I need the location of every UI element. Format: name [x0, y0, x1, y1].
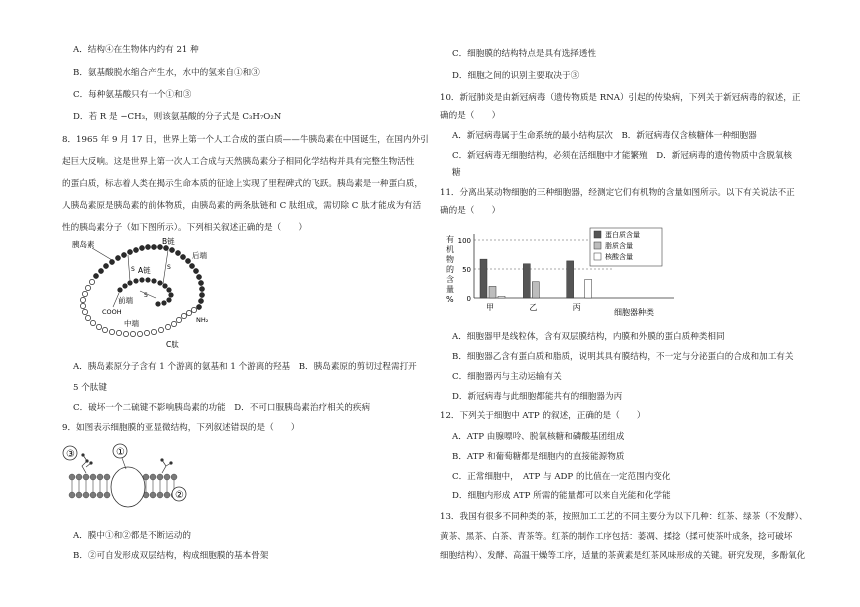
chart-y-label-1: 有 — [446, 235, 454, 244]
front-end-label: 前端 — [118, 296, 133, 305]
membrane-protein — [111, 467, 145, 507]
q12-option-b: B．ATP 和葡萄糖都是细胞内的直接能源物质 — [452, 452, 625, 462]
q10-stem-2: 确的是（ ） — [440, 111, 501, 121]
q12-option-c: C．正常细胞中， ATP 与 ADP 的比值在一定范围内变化 — [452, 472, 671, 482]
chart-y-label-4: 的 — [446, 265, 454, 274]
q9-option-b: B．②可自发形成双层结构，构成细胞膜的基本骨架 — [73, 551, 269, 561]
q10-option-cd: C．新冠病毒无细胞结构，必须在活细胞中才能繁殖 D．新冠病毒的遗传物质中含脱氧核 — [452, 151, 793, 161]
chart-y-label-6: 量 — [446, 285, 454, 294]
q7-option-c: C．每种氨基酸只有一个①和③ — [73, 90, 192, 100]
chart-bar — [498, 296, 505, 298]
chart-bar — [567, 261, 574, 298]
q8-stem-4: 人胰岛素原是胰岛素的前体物质，由胰岛素的两条肽链和 C 肽组成，需切除 C 肽才能成为有活 — [62, 201, 422, 211]
q8-stem-1: 8．1965 年 9 月 17 日，世界上第一个人工合成的蛋白质——牛胰岛素在中国诞生，在国内外引 — [62, 135, 429, 145]
nh2-label: NH₂ — [196, 316, 209, 324]
q9-stem: 9．如图表示细胞膜的亚显微结构，下列叙述错误的是（ ） — [62, 423, 300, 433]
b-chain-label: B链 — [162, 237, 175, 246]
chart-legend-swatch — [594, 242, 601, 249]
back-end-label: 后端 — [192, 251, 207, 260]
chart-y-label-2: 机 — [446, 245, 454, 254]
q11-option-a: A．细胞器甲是线粒体，含有双层膜结构，内膜和外膜的蛋白质种类相同 — [452, 332, 725, 342]
middle-label: 中端 — [124, 319, 139, 328]
q10-stem-1: 10．新冠肺炎是由新冠病毒（遗传物质是 RNA）引起的传染病，下列关于新冠病毒的叙述，正 — [440, 93, 801, 103]
chart-legend-swatch — [594, 253, 601, 260]
chart-y-tick-label: 0 — [466, 295, 471, 303]
insulin-figure — [68, 236, 228, 351]
q13-stem-3: 细胞结构）、发酵、高温干燥等工序，适量的茶黄素是红茶风味形成的关键。研究发现，多酚氧化 — [440, 551, 806, 561]
q8-option-a-cont: 5 个肽键 — [73, 383, 107, 393]
c-peptide-label: C肽 — [166, 340, 179, 349]
a-chain-label: A链 — [138, 266, 151, 275]
membrane-figure — [62, 439, 190, 519]
organelle-bar-chart — [444, 226, 679, 326]
q9-option-c: C．细胞膜的结构特点是具有选择透性 — [452, 49, 597, 59]
q9-option-a: A．膜中①和②都是不断运动的 — [73, 531, 191, 541]
chart-y-label-5: 含 — [446, 275, 454, 284]
q12-option-a: A．ATP 由腺嘌呤、脱氧核糖和磷酸基团组成 — [452, 432, 625, 442]
q7-option-a: A．结构④在生物体内约有 21 种 — [73, 45, 199, 55]
chart-category-label: 乙 — [529, 303, 538, 312]
ss-label-2: S — [167, 264, 171, 271]
q9-option-d: D．细胞之间的识别主要取决于③ — [452, 71, 580, 81]
chart-legend-swatch — [594, 231, 601, 238]
chart-legend-label: 核酸含量 — [605, 253, 633, 261]
label-3: ③ — [66, 449, 75, 460]
chart-y-tick-label: 100 — [457, 237, 471, 245]
q11-stem-1: 11．分离出某动物细胞的三种细胞器，经测定它们有机物的含量如图所示。以下有关说法不正 — [440, 188, 795, 198]
q11-option-d: D．新冠病毒与此细胞都能共有的细胞器为丙 — [452, 392, 623, 402]
chart-y-label-3: 物 — [446, 255, 454, 264]
insulin-label: 胰岛素 — [72, 240, 95, 249]
right-column — [430, 0, 860, 607]
chart-bar — [489, 286, 496, 298]
q8-stem-2: 起巨大反响。这是世界上第一次人工合成与天然胰岛素分子相同化学结构并具有完整生物活性 — [62, 157, 415, 167]
q7-option-d: D．若 R 是 −CH₃，则该氨基酸的分子式是 C₃H₇O₂N — [73, 112, 282, 122]
q11-option-c: C．细胞器丙与主动运输有关 — [452, 372, 562, 382]
q12-stem: 12．下列关于细胞中 ATP 的叙述，正确的是（ ） — [440, 411, 646, 421]
chart-category-label: 丙 — [572, 303, 581, 312]
chart-bar — [480, 259, 487, 298]
cooh-label: COOH — [102, 308, 122, 316]
chart-y-label-7: % — [446, 295, 454, 304]
label-2: ② — [175, 490, 184, 501]
q7-option-b: B．氨基酸脱水缩合产生水，水中的氢来自①和③ — [73, 68, 260, 78]
chart-category-label: 甲 — [486, 303, 494, 312]
chart-bar — [523, 264, 530, 298]
q13-stem-1: 13．我国有很多不同种类的茶，按照加工工艺的不同主要分为以下几种：红茶、绿茶（不发酵）、 — [440, 512, 808, 522]
ss-label-3: S — [144, 292, 148, 299]
q10-option-ab: A．新冠病毒属于生命系统的最小结构层次 B．新冠病毒仅含核糖体一种细胞器 — [452, 131, 757, 141]
q12-option-d: D．细胞内形成 ATP 所需的能量都可以来自光能和化学能 — [452, 491, 671, 501]
chart-bar — [532, 282, 539, 298]
q8-stem-5: 性的胰岛素分子（如下图所示）。下列相关叙述正确的是（ ） — [62, 223, 307, 233]
chart-legend-label: 蛋白质含量 — [605, 231, 640, 239]
b-chain-beads — [93, 244, 204, 309]
q10-option-d-cont: 糖 — [452, 168, 461, 178]
chart-y-tick-label: 50 — [462, 266, 471, 274]
q11-stem-2: 确的是（ ） — [440, 206, 501, 216]
ss-label-1: S — [131, 266, 135, 273]
q8-stem-3: 的蛋白质，标志着人类在揭示生命本质的征途上实现了里程碑式的飞跃。胰岛素是一种蛋白质， — [62, 179, 423, 189]
chart-legend-label: 脂质含量 — [605, 242, 633, 250]
label-1: ① — [116, 447, 125, 458]
q11-option-b: B．细胞器乙含有蛋白质和脂质，说明其具有膜结构，不一定与分泌蛋白的合成和加工有关 — [452, 352, 794, 362]
q8-option-cd: C．破坏一个二硫键不影响胰岛素的功能 D．不可口服胰岛素治疗相关的疾病 — [73, 403, 371, 413]
q8-option-a: A．胰岛素原分子含有 1 个游离的氨基和 1 个游离的羟基 B．胰岛素原的剪切过程需打开 — [73, 362, 417, 372]
c-peptide-beads — [80, 279, 196, 336]
q13-stem-2: 黄茶、黑茶、白茶、青茶等。红茶的制作工序包括：萎凋、揉捻（揉可使茶叶成条，捻可破坏 — [440, 532, 793, 542]
glycocalyx-chain — [82, 455, 91, 473]
chart-bar — [585, 279, 592, 298]
chart-x-label: 细胞器种类 — [614, 308, 654, 317]
